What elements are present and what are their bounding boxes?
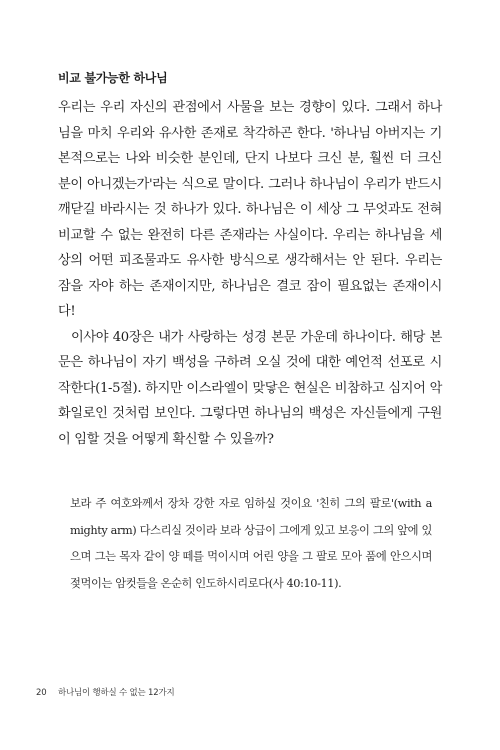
body-paragraph-2: 이사야 40장은 내가 사랑하는 성경 본문 가운데 하나이다. 해당 본문은 하나님이 자기 백성을 구하려 오실 것에 대한 예언적 선포로 시작한다(1-5절). 하지만 이스라엘이 맞닿은 현실은 비참하고 심지어 악화일로인 것처럼 보인다. 그렇다면 하나님의 백성은 자신들에게 구원이 임할 것을 어떻게 확신할 수 있을까? xyxy=(58,329,442,447)
scripture-quote xyxy=(70,491,432,597)
page-footer xyxy=(36,686,175,698)
body-text xyxy=(58,95,442,452)
section-heading: 비교 불가능한 하나님 xyxy=(58,71,168,85)
page-number: 20 xyxy=(36,688,47,698)
quote-text: 보라 주 여호와께서 장차 강한 자로 임하실 것이요 '친히 그의 팔로'(with a mighty arm) 다스리실 것이라 보라 상급이 그에게 있고 보응이 그의 앞에 있으며 그는 목자 같이 양 떼를 먹이시며 어린 양을 그 팔로 모아 품에 안으시며 젖먹이는 암컷들을 온순히 인도하시리로다(사 40:10-11). xyxy=(70,497,432,590)
running-title: 하나님이 행하실 수 없는 12가지 xyxy=(57,688,175,698)
body-paragraph-1: 우리는 우리 자신의 관점에서 사물을 보는 경향이 있다. 그래서 하나님을 마치 우리와 유사한 존재로 착각하곤 한다. '하나님 아버지는 기본적으로는 나와 비슷한 분인데, 단지 나보다 크신 분, 훨씬 더 크신 분이 아니겠는가'라는 식으로 말이다. 그러나 하나님이 우리가 반드시 깨닫길 바라시는 것 하나가 있다. 하나님은 이 세상 그 무엇과도 전혀 비교할 수 없는 완전히 다른 존재라는 사실이다. 우리는 하나님을 세상의 어떤 피조물과도 유사한 방식으로 생각해서는 안 된다. 우리는 잠을 자야 하는 존재이지만, 하나님은 결코 잠이 필요없는 존재이시다! xyxy=(58,100,442,319)
